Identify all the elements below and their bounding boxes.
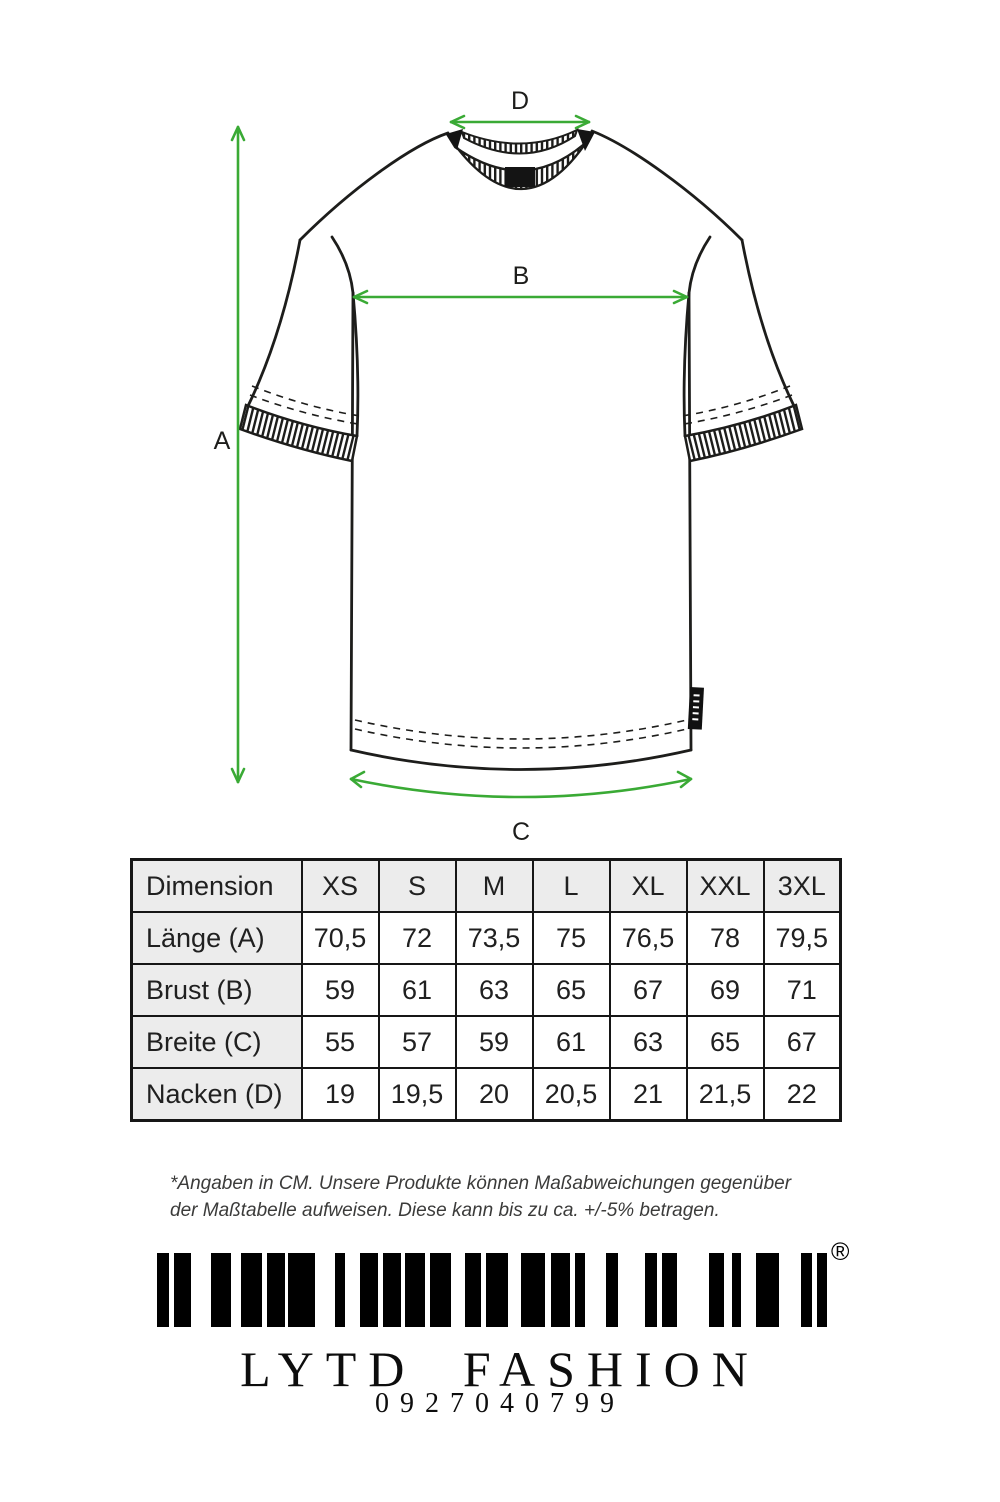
barcode-bar [157,1253,169,1327]
barcode-bar [551,1253,570,1327]
dimension-arrow-d [451,116,589,128]
dimension-arrow-c [351,772,691,797]
table-row-nacken [132,1068,841,1121]
table-cell: 61 [533,1016,610,1068]
neck-label [505,167,535,187]
table-cell: 20,5 [533,1068,610,1121]
barcode-bar [430,1253,451,1327]
barcode-number: 0927040799 [375,1388,625,1419]
body-left-seam [351,293,353,750]
left-cuff-rib [240,405,357,461]
barcode-bar [211,1253,231,1327]
table-cell: 61 [379,964,456,1016]
table-header-dimension: Dimension [132,860,302,913]
barcode-bar [405,1253,425,1327]
dimension-label-c: C [511,818,531,846]
table-cell: 76,5 [610,912,687,964]
barcode-bar [174,1253,191,1327]
tshirt-drawing [240,129,802,770]
table-cell: 21,5 [687,1068,764,1121]
table-cell: 57 [379,1016,456,1068]
barcode-bar [732,1253,741,1327]
barcode-bar [241,1253,262,1327]
barcode [157,1253,832,1327]
dimension-arrow-a [232,127,244,782]
table-cell: 22 [764,1068,841,1121]
hem-stitching [355,720,687,739]
table-header-s: S [379,860,456,913]
table-cell: 67 [764,1016,841,1068]
left-shoulder-line [300,133,448,240]
table-cell: 63 [456,964,533,1016]
barcode-bar [801,1253,812,1327]
size-table [130,858,842,1122]
table-cell: 72 [379,912,456,964]
table-header-3xl: 3XL [764,860,841,913]
table-row-brust [132,964,841,1016]
row-label: Breite (C) [132,1016,302,1068]
barcode-bar [756,1253,779,1327]
table-cell: 65 [533,964,610,1016]
right-cuff-rib [685,405,802,461]
barcode-bar [521,1253,545,1327]
table-cell: 69 [687,964,764,1016]
table-cell: 59 [456,1016,533,1068]
disclaimer-line-2: der Maßtabelle aufweisen. Diese kann bis zu ca. +/-5% betragen. [170,1200,720,1221]
hem-stitching [355,729,687,748]
disclaimer-line-1: *Angaben in CM. Unsere Produkte können Maßabweichungen gegenüber [170,1173,792,1194]
table-cell: 79,5 [764,912,841,964]
dimension-label-d: D [510,87,530,115]
table-cell: 59 [302,964,379,1016]
registered-trademark-symbol: ® [831,1238,850,1266]
table-cell: 78 [687,912,764,964]
barcode-bar [645,1253,657,1327]
table-cell: 71 [764,964,841,1016]
brand-name: LYTD FASHION [240,1341,760,1397]
table-header-m: M [456,860,533,913]
barcode-bar [465,1253,481,1327]
table-cell: 65 [687,1016,764,1068]
table-cell: 20 [456,1068,533,1121]
table-cell: 19 [302,1068,379,1121]
barcode-bar [575,1253,585,1327]
barcode-bar [817,1253,827,1327]
dimension-arrow-b [354,291,687,303]
barcode-bar [383,1253,401,1327]
table-header-xxl: XXL [687,860,764,913]
disclaimer-text [170,1170,870,1224]
left-armhole-seam [332,237,353,293]
table-cell: 75 [533,912,610,964]
right-armhole-seam [689,237,710,293]
row-label: Länge (A) [132,912,302,964]
table-row-breite [132,1016,841,1068]
barcode-bar [606,1253,618,1327]
row-label: Nacken (D) [132,1068,302,1121]
barcode-bar [662,1253,677,1327]
table-header-xl: XL [610,860,687,913]
table-cell: 70,5 [302,912,379,964]
left-sleeve-outer-edge [248,240,300,406]
hem-line [351,750,691,770]
barcode-bar [360,1253,378,1327]
table-cell: 55 [302,1016,379,1068]
table-header-xs: XS [302,860,379,913]
barcode-bar [335,1253,345,1327]
barcode-bar [288,1253,315,1327]
table-cell: 67 [610,964,687,1016]
table-cell: 21 [610,1068,687,1121]
barcode-bar [267,1253,285,1327]
barcode-bar [486,1253,508,1327]
body-right-seam [689,293,691,750]
barcode-bar [709,1253,724,1327]
dimension-label-a: A [213,427,231,455]
table-cell: 19,5 [379,1068,456,1121]
dimension-label-b: B [512,262,530,290]
table-cell: 63 [610,1016,687,1068]
table-row-laenge [132,912,841,964]
table-header-row [132,860,841,913]
care-label-tag [688,687,704,730]
size-table-section [130,858,842,1122]
right-shoulder-line [592,131,742,240]
table-cell: 73,5 [456,912,533,964]
collar-back-rib [462,130,577,154]
table-header-l: L [533,860,610,913]
row-label: Brust (B) [132,964,302,1016]
right-sleeve-outer-edge [742,240,794,406]
